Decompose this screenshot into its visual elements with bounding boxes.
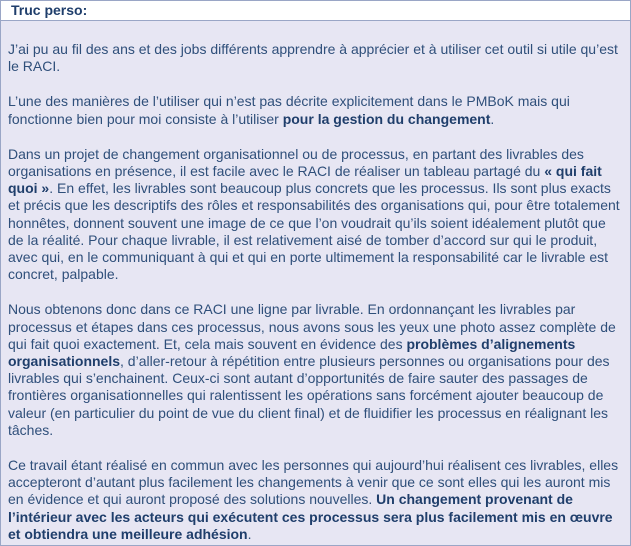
paragraph-conclusion [8, 457, 622, 543]
paragraph-raci-lines-end: , d’aller-retour à répétition entre plusieurs personnes ou organisations pour des livrables qui s’enchainent. Ceux-ci sont autant d’opportunités de faire sauter des passages de frontières organisationnelles qui ralentissent les opérations sans forcément ajouter beaucoup de valeur (en particulier du point de vue du client final) et de fluidifier les processus en réalignant les tâches. [8, 353, 610, 438]
paragraph-project [8, 146, 622, 284]
paragraph-raci-lines-text: Nous obtenons donc dans ce RACI une ligne par livrable. En ordonnançant les livrables par processus et étapes dans ces processus, nous avons sous les yeux une photo assez complète de qui fait quoi exactement. Et, cela mais souvent en évidence des [8, 301, 616, 352]
emphasis-alignment-problems: problèmes d’alignements organisationnels [8, 335, 576, 370]
emphasis-who-does-what: « qui fait quoi » [8, 163, 602, 197]
paragraph-intro-text: J’ai pu au fil des ans et des jobs différents apprendre à apprécier et à utiliser cet outil si utile qu’est le RACI. [8, 41, 618, 75]
note-content [1, 41, 630, 543]
paragraph-conclusion-text: Ce travail étant réalisé en commun avec les personnes qui aujourd’hui réalisent ces livrables, elles accepteront d’autant plus facilement les changements à venir que ce sont elles qui les auront mis en évidence et qui auront proposé des solutions nouvelles. [8, 457, 619, 508]
paragraph-intro [8, 41, 622, 75]
emphasis-change-management: pour la gestion du changement [282, 110, 491, 127]
paragraph-project-text: Dans un projet de changement organisationnel ou de processus, en partant des livrables des organisations en présence, il est facile avec le RACI de réaliser un tableau partagé du [8, 145, 584, 180]
emphasis-internal-change: Un changement provenant de l’intérieur avec les acteurs qui exécutent ces processus sera plus facilement mis en œuvre et obtiendra une meilleure adhésion [8, 491, 613, 542]
paragraph-usage-end: . [490, 110, 495, 127]
box-title: Truc perso: [1, 1, 630, 21]
paragraph-usage [8, 93, 622, 127]
paragraph-usage-text: L’une des manières de l’utiliser qui n’est pas décrite explicitement dans le PMBoK mais qui fonctionne bien pour moi consiste à l’utiliser [8, 93, 570, 127]
paragraph-conclusion-end: . [247, 525, 252, 542]
paragraph-raci-lines [8, 301, 622, 439]
paragraph-project-end: . En effet, les livrables sont beaucoup plus concrets que les processus. Ils sont plus exacts et précis que les descriptifs des rôles et responsabilités des organisations qui, pour être totalement honnêtes, donnent souvent une image de ce que l’on voudrait qu’ils soient idéalement plutôt que de la réalité. Pour chaque livrable, il est relativement aisé de tomber d’accord sur qui le produit, avec qui, en le communiquant à qui et qui en porte ultimement la responsabilité car le livrable est concret, palpable. [8, 180, 620, 283]
